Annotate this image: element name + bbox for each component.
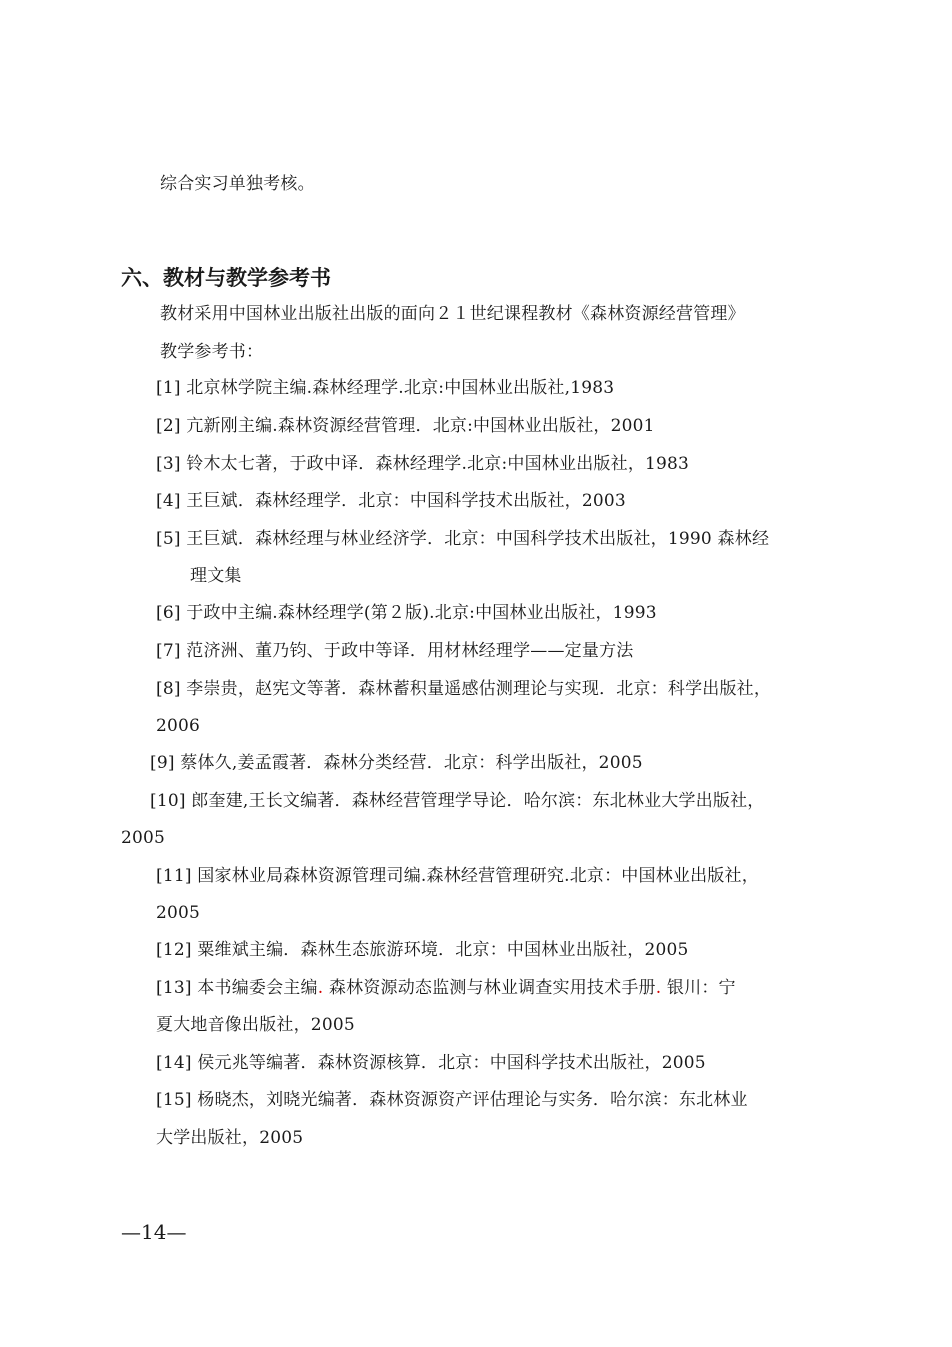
reference-item: [12] 粟维斌主编．森林生态旅游环境．北京：中国林业出版社，2005 — [156, 940, 689, 960]
reference-item: [9] 蔡体久,姜孟霞著．森林分类经营．北京：科学出版社，2005 — [150, 753, 643, 773]
page-number: —14— — [121, 1220, 187, 1244]
reference-item-continuation: 2006 — [156, 716, 201, 736]
reference-item: [2] 亢新刚主编.森林资源经营管理．北京:中国林业出版社，2001 — [156, 416, 655, 436]
reference-text: 森林资源动态监测与林业调查实用技术手册 — [323, 978, 656, 998]
red-dot: . — [317, 978, 324, 998]
textbook-text: 教材采用中国林业出版社出版的面向２１世纪课程教材《森林资源经营管理》 — [160, 304, 745, 324]
reference-item-continuation: 大学出版社，2005 — [156, 1128, 304, 1148]
red-dot: . — [655, 978, 662, 998]
reference-item-continuation: 理文集 — [190, 566, 242, 586]
reference-item: [5] 王巨斌．森林经理与林业经济学．北京：中国科学技术出版社，1990 森林经 — [156, 529, 770, 549]
reference-item: [7] 范济洲、董乃钧、于政中等译．用材林经理学——定量方法 — [156, 641, 634, 661]
intro-text: 综合实习单独考核。 — [160, 174, 315, 194]
reference-heading: 教学参考书： — [160, 342, 264, 362]
reference-item: [6] 于政中主编.森林经理学(第２版).北京:中国林业出版社，1993 — [156, 603, 657, 623]
reference-text: [13] 本书编委会主编 — [156, 978, 318, 998]
reference-item: [15] 杨晓杰，刘晓光编著．森林资源资产评估理论与实务．哈尔滨：东北林业 — [156, 1090, 748, 1110]
reference-item-continuation: 2005 — [156, 903, 201, 923]
reference-item: [4] 王巨斌．森林经理学．北京：中国科学技术出版社，2003 — [156, 491, 626, 511]
reference-item: [14] 侯元兆等编著．森林资源核算．北京：中国科学技术出版社，2005 — [156, 1053, 706, 1073]
reference-item — [156, 976, 736, 1000]
reference-text: 银川：宁 — [661, 978, 736, 998]
reference-item: [8] 李崇贵，赵宪文等著．森林蓄积量遥感估测理论与实现．北京：科学出版社， — [156, 679, 772, 699]
reference-item: [3] 铃木太七著，于政中译．森林经理学.北京:中国林业出版社，1983 — [156, 454, 690, 474]
reference-item: [11] 国家林业局森林资源管理司编.森林经营管理研究.北京：中国林业出版社， — [156, 866, 759, 886]
reference-item-continuation: 2005 — [121, 828, 166, 848]
reference-item: [10] 郎奎建,王长文编著．森林经营管理学导论．哈尔滨：东北林业大学出版社， — [150, 791, 765, 811]
reference-item: [1] 北京林学院主编.森林经理学.北京:中国林业出版社,1983 — [156, 378, 615, 398]
reference-item-continuation: 夏大地音像出版社，2005 — [156, 1015, 355, 1035]
section-title: 六、教材与教学参考书 — [121, 266, 331, 290]
